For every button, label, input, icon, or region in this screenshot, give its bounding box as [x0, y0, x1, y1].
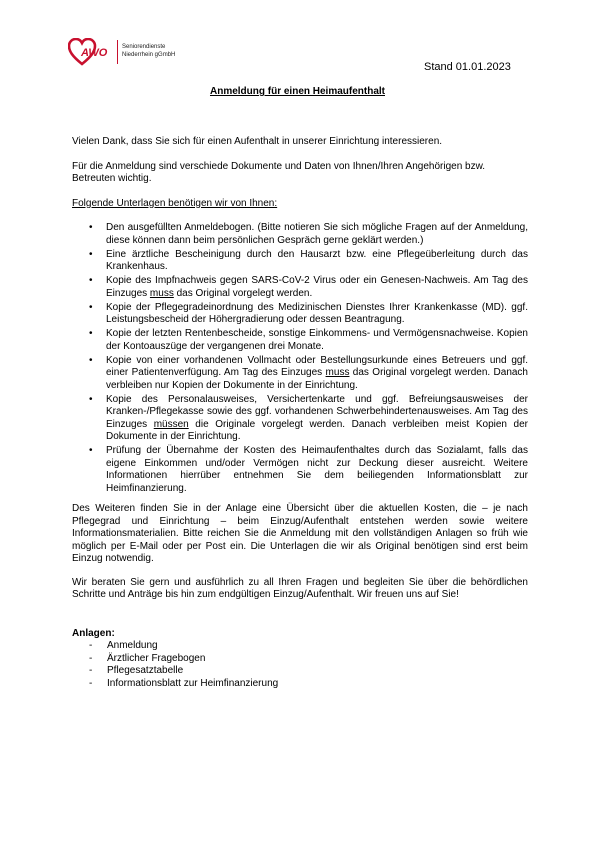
- org-line-1: Seniorendienste: [122, 44, 166, 50]
- attachments-heading: Anlagen:: [72, 627, 115, 639]
- emphasis-text: muss: [149, 287, 174, 299]
- intro-paragraph-1: Vielen Dank, dass Sie sich für einen Aufenthalt in unserer Einrichtung interessieren.: [72, 136, 443, 147]
- list-item: [72, 222, 528, 247]
- list-item: [72, 445, 528, 495]
- requirements-list: [72, 222, 528, 495]
- further-info-paragraph: Des Weiteren finden Sie in der Anlage eine Übersicht über die aktuellen Kosten, die – je nach Pflegegrad und Einrichtung – beim Einzug/Aufenthalt entstehen werden sowie weitere Informationsmaterialien. Bitte reichen Sie die Anmeldung mit den vollständigen Anlagen so früh wie möglich per E-Mail oder per Post ein. Die Unterlagen die wir als Original benötigen sind erst beim Einzug notwendig.: [72, 503, 528, 564]
- emphasis-text: muss: [325, 367, 350, 378]
- dash-marker: -: [89, 665, 93, 676]
- list-item: [72, 275, 528, 300]
- advice-paragraph: Wir beraten Sie gern und ausführlich zu all Ihren Fragen und begleiten Sie über die behördlichen Schritte und Anträge bis hin zum endgültigen Einzug/Aufenthalt. Wir freuen uns auf Sie!: [72, 576, 528, 600]
- requirement-text: die Originale vorgelegt werden. Danach verbleiben meist Kopien der Dokumente in der Einrichtung.: [106, 418, 528, 442]
- list-item: [72, 653, 528, 666]
- list-item: [72, 355, 528, 393]
- emphasis-text: müssen: [153, 418, 189, 430]
- bullet-icon: •: [89, 275, 93, 286]
- bullet-icon: •: [89, 248, 93, 260]
- attachments-list: [72, 640, 528, 690]
- requirement-text: Den ausgefüllten Anmeldebogen. (Bitte notieren Sie sich mögliche Fragen auf der Anmeldung, diese können dann beim persönlichen Gespräch gerne geklärt werden.): [106, 222, 528, 246]
- requirement-text: Kopie des Impfnachweis gegen SARS-CoV-2 Virus oder ein Genesen-Nachweis. Am Tag des Einzuges: [106, 275, 528, 299]
- bullet-icon: •: [89, 222, 93, 233]
- bullet-icon: •: [89, 328, 93, 339]
- dash-marker: -: [89, 640, 93, 651]
- dash-marker: -: [89, 652, 93, 664]
- list-item: [72, 678, 528, 691]
- requirement-text: Kopie von einer vorhandenen Vollmacht oder Bestellungsurkunde eines Betreuers und ggf. einer Patientenverfügung. Am Tag des Einzuges: [106, 354, 528, 378]
- logo-text: AWO: [81, 47, 108, 59]
- requirement-text: Kopie des Personalausweises, Versichertenkarte und ggf. Befreiungsausweises der Kranken-/Pflegekasse sowie des ggf. vorhandenen Schwerbehindertenausweises. Am Tag des Einzuges: [106, 393, 528, 430]
- list-item: [72, 640, 528, 653]
- bullet-icon: •: [89, 393, 93, 405]
- list-item: [72, 665, 528, 678]
- logo-divider: [117, 40, 118, 64]
- attachment-label: Pflegesatztabelle: [107, 665, 184, 676]
- bullet-icon: •: [89, 354, 93, 366]
- bullet-icon: •: [89, 301, 93, 313]
- requirement-text: Eine ärztliche Bescheinigung durch den Hausarzt bzw. eine Pflegeüberleitung durch das Krankenhaus.: [106, 248, 528, 272]
- list-item: [72, 394, 528, 444]
- requirement-text: Kopie der Pflegegradeinordnung des Medizinischen Dienstes Ihrer Krankenkasse (MD). ggf. Leistungsbescheid der Höhergradierung oder dessen Beantragung.: [106, 301, 528, 325]
- attachment-label: Ärztlicher Fragebogen: [107, 652, 206, 664]
- org-line-2: Niederrhein gGmbH: [122, 52, 176, 58]
- attachment-label: Anmeldung: [107, 640, 158, 651]
- requirement-text: Kopie der letzten Rentenbescheide, sonstige Einkommens- und Vermögensnachweise. Kopien der Kontoauszüge der vergangenen drei Monate.: [106, 328, 528, 352]
- list-item: [72, 302, 528, 327]
- requirement-text: das Original vorgelegt werden. Danach verbleiben nur Kopien der Dokumente in der Einrichtung.: [106, 367, 528, 391]
- requirements-subheading: Folgende Unterlagen benötigen wir von Ihnen:: [72, 197, 278, 209]
- stand-date: Stand 01.01.2023: [424, 61, 511, 73]
- list-item: [72, 249, 528, 274]
- requirement-text: das Original vorgelegt werden.: [173, 287, 313, 299]
- bullet-icon: •: [89, 445, 93, 456]
- list-item: [72, 328, 528, 353]
- dash-marker: -: [89, 677, 93, 689]
- requirement-text: Prüfung der Übernahme der Kosten des Heimaufenthaltes durch das Sozialamt, falls das eigene Einkommen und/oder Vermögen nicht zur Deckung dieser ausreicht. Weitere Informationen hierrüber entnehmen Sie dem beiliegenden Informationsblatt zur Heimfinanzierung.: [106, 445, 528, 494]
- attachment-label: Informationsblatt zur Heimfinanzierung: [107, 677, 279, 689]
- document-title: Anmeldung für einen Heimaufenthalt: [209, 86, 385, 97]
- intro-paragraph-2: Für die Anmeldung sind verschiede Dokumente und Daten von Ihnen/Ihren Angehörigen bzw. Betreuten wichtig.: [72, 160, 486, 184]
- organization-name: [122, 43, 175, 59]
- document-body: [72, 136, 528, 690]
- awo-heart-logo: [68, 38, 124, 66]
